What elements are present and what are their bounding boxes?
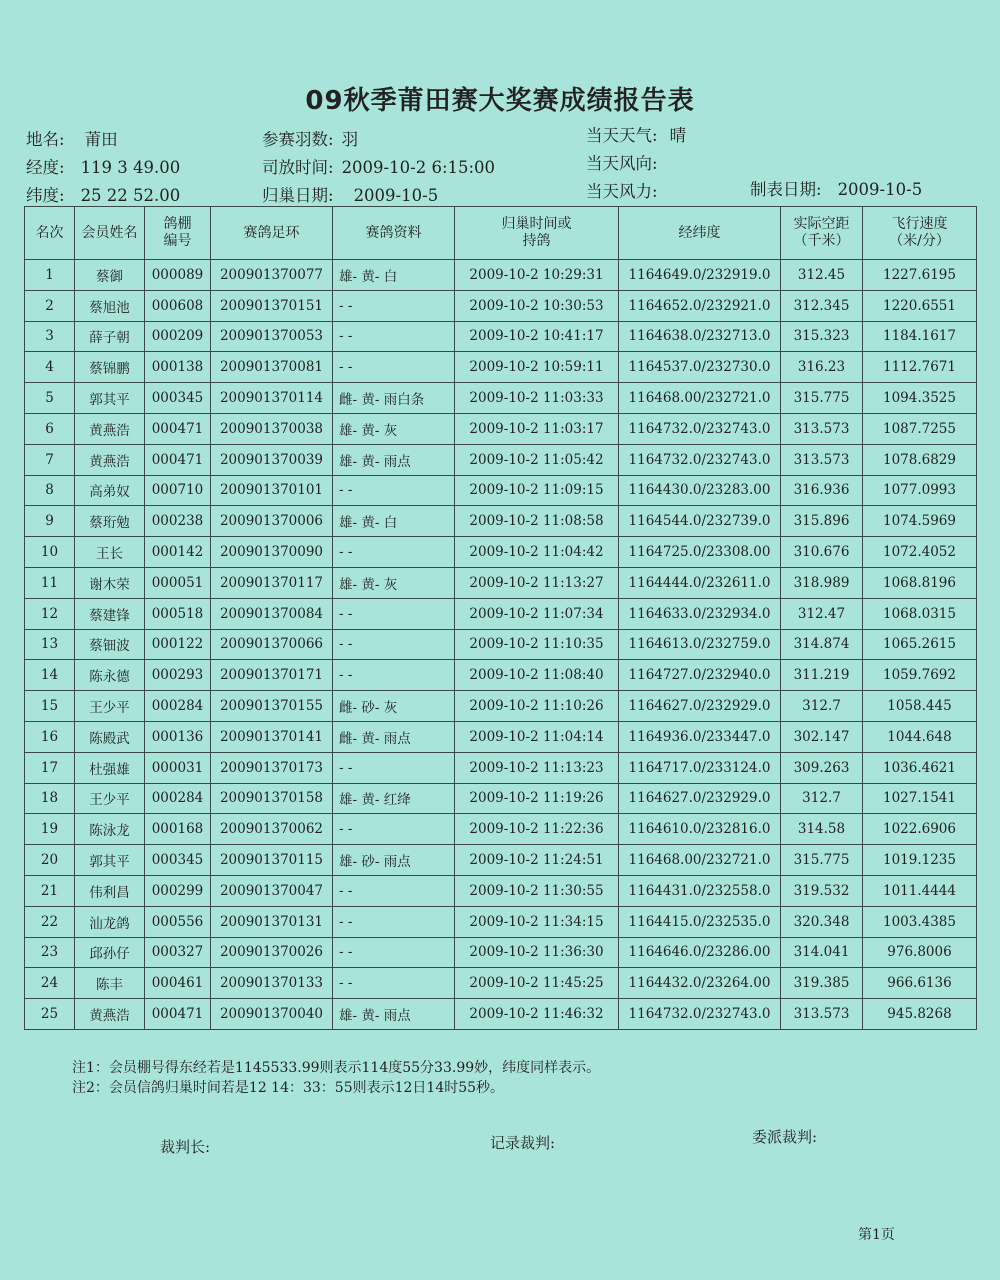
- cell-name: 黄燕浩: [75, 444, 145, 475]
- cell-info: 雄- 黄- 灰: [333, 567, 455, 598]
- cell-distance: 318.989: [781, 567, 863, 598]
- cell-loft: 000136: [145, 721, 211, 752]
- cell-speed: 1068.8196: [863, 567, 977, 598]
- cell-time: 2009-10-2 11:07:34: [455, 598, 619, 629]
- cell-time: 2009-10-2 11:36:30: [455, 937, 619, 968]
- cell-rank: 19: [25, 814, 75, 845]
- cell-loft: 000471: [145, 444, 211, 475]
- cell-distance: 311.219: [781, 660, 863, 691]
- cell-rank: 9: [25, 506, 75, 537]
- cell-time: 2009-10-2 11:04:14: [455, 721, 619, 752]
- cell-time: 2009-10-2 11:10:26: [455, 691, 619, 722]
- table-row: [25, 752, 977, 783]
- cell-rank: 5: [25, 383, 75, 414]
- cell-info: - -: [333, 537, 455, 568]
- place-label: 地名:: [26, 130, 65, 149]
- cell-rank: 7: [25, 444, 75, 475]
- cell-time: 2009-10-2 10:41:17: [455, 321, 619, 352]
- table-row: [25, 968, 977, 999]
- cell-time: 2009-10-2 11:22:36: [455, 814, 619, 845]
- header-name: 会员姓名: [75, 207, 145, 260]
- made-date-info: [750, 176, 922, 200]
- cell-speed: 1094.3525: [863, 383, 977, 414]
- cell-ring: 200901370062: [211, 814, 333, 845]
- cell-info: - -: [333, 629, 455, 660]
- cell-ring: 200901370141: [211, 721, 333, 752]
- header-loft: 鸽棚编号: [145, 207, 211, 260]
- birds-info: [262, 126, 358, 150]
- header-row: [25, 207, 977, 260]
- made-date-value: 2009-10-5: [837, 180, 923, 199]
- cell-coord: 1164444.0/232611.0: [619, 567, 781, 598]
- cell-coord: 1164537.0/232730.0: [619, 352, 781, 383]
- cell-speed: 1065.2615: [863, 629, 977, 660]
- cell-distance: 313.573: [781, 413, 863, 444]
- cell-speed: 1027.1541: [863, 783, 977, 814]
- cell-time: 2009-10-2 11:08:58: [455, 506, 619, 537]
- cell-rank: 15: [25, 691, 75, 722]
- cell-rank: 14: [25, 660, 75, 691]
- cell-name: 伟利昌: [75, 875, 145, 906]
- cell-rank: 10: [25, 537, 75, 568]
- cell-info: - -: [333, 475, 455, 506]
- cell-time: 2009-10-2 10:59:11: [455, 352, 619, 383]
- return-label: 归巢日期:: [262, 186, 334, 205]
- cell-distance: 314.58: [781, 814, 863, 845]
- cell-rank: 12: [25, 598, 75, 629]
- cell-rank: 3: [25, 321, 75, 352]
- page-number: 第1页: [858, 1227, 895, 1243]
- cell-speed: 1184.1617: [863, 321, 977, 352]
- cell-time: 2009-10-2 11:13:27: [455, 567, 619, 598]
- cell-speed: 976.8006: [863, 937, 977, 968]
- cell-ring: 200901370090: [211, 537, 333, 568]
- cell-speed: 1227.6195: [863, 260, 977, 291]
- cell-speed: 1022.6906: [863, 814, 977, 845]
- cell-speed: 1112.7671: [863, 352, 977, 383]
- cell-speed: 1087.7255: [863, 413, 977, 444]
- cell-rank: 25: [25, 999, 75, 1030]
- table-row: [25, 660, 977, 691]
- weather-label: 当天天气:: [586, 126, 658, 145]
- table-row: [25, 413, 977, 444]
- cell-loft: 000293: [145, 660, 211, 691]
- cell-time: 2009-10-2 11:19:26: [455, 783, 619, 814]
- cell-distance: 315.323: [781, 321, 863, 352]
- cell-rank: 1: [25, 260, 75, 291]
- cell-info: 雄- 黄- 白: [333, 506, 455, 537]
- cell-loft: 000608: [145, 290, 211, 321]
- cell-ring: 200901370038: [211, 413, 333, 444]
- cell-info: - -: [333, 875, 455, 906]
- cell-coord: 1164627.0/232929.0: [619, 783, 781, 814]
- cell-loft: 000710: [145, 475, 211, 506]
- cell-ring: 200901370066: [211, 629, 333, 660]
- cell-name: 蔡建锋: [75, 598, 145, 629]
- cell-name: 蔡御: [75, 260, 145, 291]
- cell-loft: 000471: [145, 413, 211, 444]
- cell-coord: 1164732.0/232743.0: [619, 413, 781, 444]
- cell-ring: 200901370101: [211, 475, 333, 506]
- cell-ring: 200901370053: [211, 321, 333, 352]
- cell-name: 陈殿武: [75, 721, 145, 752]
- cell-info: - -: [333, 814, 455, 845]
- cell-time: 2009-10-2 11:13:23: [455, 752, 619, 783]
- cell-info: - -: [333, 906, 455, 937]
- cell-speed: 966.6136: [863, 968, 977, 999]
- cell-loft: 000051: [145, 567, 211, 598]
- cell-loft: 000518: [145, 598, 211, 629]
- table-row: [25, 906, 977, 937]
- cell-time: 2009-10-2 11:45:25: [455, 968, 619, 999]
- cell-info: 雌- 砂- 灰: [333, 691, 455, 722]
- report-title: 09秋季莆田赛大奖赛成绩报告表: [305, 86, 695, 116]
- cell-name: 邱孙仔: [75, 937, 145, 968]
- table-row: [25, 537, 977, 568]
- table-row: [25, 352, 977, 383]
- cell-coord: 1164633.0/232934.0: [619, 598, 781, 629]
- cell-info: 雄- 砂- 雨点: [333, 845, 455, 876]
- cell-loft: 000327: [145, 937, 211, 968]
- cell-loft: 000168: [145, 814, 211, 845]
- latitude-value: 25 22 52.00: [80, 186, 181, 205]
- cell-coord: 1164415.0/232535.0: [619, 906, 781, 937]
- cell-name: 高弟奴: [75, 475, 145, 506]
- cell-loft: 000089: [145, 260, 211, 291]
- cell-rank: 13: [25, 629, 75, 660]
- return-value: 2009-10-5: [353, 186, 439, 205]
- wind-direction-info: [586, 150, 666, 174]
- table-row: [25, 999, 977, 1030]
- table-row: [25, 783, 977, 814]
- cell-time: 2009-10-2 11:46:32: [455, 999, 619, 1030]
- latitude-info: [26, 182, 180, 206]
- cell-name: 蔡锦鹏: [75, 352, 145, 383]
- cell-rank: 21: [25, 875, 75, 906]
- cell-info: - -: [333, 660, 455, 691]
- cell-loft: 000284: [145, 691, 211, 722]
- cell-distance: 314.874: [781, 629, 863, 660]
- cell-rank: 4: [25, 352, 75, 383]
- cell-ring: 200901370117: [211, 567, 333, 598]
- cell-info: 雄- 黄- 白: [333, 260, 455, 291]
- cell-loft: 000209: [145, 321, 211, 352]
- header-rank: 名次: [25, 207, 75, 260]
- cell-name: 王少平: [75, 783, 145, 814]
- cell-coord: 1164544.0/232739.0: [619, 506, 781, 537]
- header-speed: 飞行速度（米/分）: [863, 207, 977, 260]
- release-info: [262, 154, 495, 178]
- cell-speed: 1077.0993: [863, 475, 977, 506]
- cell-loft: 000122: [145, 629, 211, 660]
- cell-rank: 11: [25, 567, 75, 598]
- cell-name: 陈永德: [75, 660, 145, 691]
- cell-rank: 20: [25, 845, 75, 876]
- cell-rank: 2: [25, 290, 75, 321]
- cell-rank: 17: [25, 752, 75, 783]
- cell-name: 谢木荣: [75, 567, 145, 598]
- cell-coord: 1164430.0/23283.00: [619, 475, 781, 506]
- release-label: 司放时间:: [262, 158, 334, 177]
- cell-coord: 116468.00/232721.0: [619, 383, 781, 414]
- cell-info: 雌- 黄- 雨白条: [333, 383, 455, 414]
- cell-distance: 312.7: [781, 691, 863, 722]
- table-row: [25, 383, 977, 414]
- cell-speed: 945.8268: [863, 999, 977, 1030]
- cell-info: 雌- 黄- 雨点: [333, 721, 455, 752]
- cell-name: 蔡旭池: [75, 290, 145, 321]
- cell-coord: 1164732.0/232743.0: [619, 444, 781, 475]
- cell-rank: 23: [25, 937, 75, 968]
- cell-ring: 200901370158: [211, 783, 333, 814]
- cell-coord: 116468.00/232721.0: [619, 845, 781, 876]
- cell-name: 汕龙鸽: [75, 906, 145, 937]
- cell-loft: 000299: [145, 875, 211, 906]
- cell-time: 2009-10-2 10:30:53: [455, 290, 619, 321]
- cell-coord: 1164638.0/232713.0: [619, 321, 781, 352]
- cell-coord: 1164432.0/23264.00: [619, 968, 781, 999]
- cell-ring: 200901370084: [211, 598, 333, 629]
- table-row: [25, 721, 977, 752]
- cell-name: 郭其平: [75, 845, 145, 876]
- cell-speed: 1044.648: [863, 721, 977, 752]
- header-time: 归巢时间或持鸽: [455, 207, 619, 260]
- latitude-label: 纬度:: [26, 186, 65, 205]
- cell-speed: 1072.4052: [863, 537, 977, 568]
- cell-time: 2009-10-2 11:03:17: [455, 413, 619, 444]
- cell-ring: 200901370131: [211, 906, 333, 937]
- cell-distance: 312.345: [781, 290, 863, 321]
- cell-speed: 1068.0315: [863, 598, 977, 629]
- wind-power-info: [586, 178, 666, 202]
- cell-ring: 200901370026: [211, 937, 333, 968]
- cell-rank: 6: [25, 413, 75, 444]
- cell-rank: 18: [25, 783, 75, 814]
- cell-distance: 315.775: [781, 383, 863, 414]
- cell-ring: 200901370133: [211, 968, 333, 999]
- results-body: [25, 260, 977, 1030]
- cell-distance: 319.532: [781, 875, 863, 906]
- table-row: [25, 629, 977, 660]
- results-table: [24, 206, 977, 1030]
- longitude-value: 119 3 49.00: [80, 158, 181, 177]
- cell-distance: 302.147: [781, 721, 863, 752]
- cell-distance: 312.47: [781, 598, 863, 629]
- cell-name: 薛子朝: [75, 321, 145, 352]
- cell-distance: 309.263: [781, 752, 863, 783]
- cell-ring: 200901370006: [211, 506, 333, 537]
- weather-value: 晴: [669, 126, 687, 145]
- cell-info: - -: [333, 968, 455, 999]
- cell-time: 2009-10-2 11:09:15: [455, 475, 619, 506]
- cell-name: 杜强雄: [75, 752, 145, 783]
- header-coord: 经纬度: [619, 207, 781, 260]
- cell-name: 陈泳龙: [75, 814, 145, 845]
- table-row: [25, 814, 977, 845]
- cell-distance: 313.573: [781, 444, 863, 475]
- cell-info: 雄- 黄- 灰: [333, 413, 455, 444]
- cell-ring: 200901370173: [211, 752, 333, 783]
- table-row: [25, 506, 977, 537]
- cell-time: 2009-10-2 11:03:33: [455, 383, 619, 414]
- wind-power-label: 当天风力:: [586, 182, 658, 201]
- header-ring: 赛鸽足环: [211, 207, 333, 260]
- cell-name: 陈丰: [75, 968, 145, 999]
- made-date-label: 制表日期:: [750, 180, 822, 199]
- cell-loft: 000556: [145, 906, 211, 937]
- cell-ring: 200901370171: [211, 660, 333, 691]
- cell-info: 雄- 黄- 雨点: [333, 444, 455, 475]
- cell-name: 蔡钿波: [75, 629, 145, 660]
- assigned-judge-label: 委派裁判:: [752, 1128, 818, 1146]
- table-row: [25, 260, 977, 291]
- note-1: 注1：会员棚号得东经若是1145533.99则表示114度55分33.99妙，纬度同样表示。: [72, 1060, 601, 1076]
- cell-coord: 1164627.0/232929.0: [619, 691, 781, 722]
- cell-info: 雄- 黄- 红绛: [333, 783, 455, 814]
- table-row: [25, 567, 977, 598]
- cell-time: 2009-10-2 10:29:31: [455, 260, 619, 291]
- cell-ring: 200901370114: [211, 383, 333, 414]
- chief-judge-label: 裁判长:: [160, 1138, 211, 1156]
- table-row: [25, 290, 977, 321]
- cell-speed: 1220.6551: [863, 290, 977, 321]
- cell-rank: 24: [25, 968, 75, 999]
- cell-distance: 312.7: [781, 783, 863, 814]
- cell-info: - -: [333, 290, 455, 321]
- cell-info: - -: [333, 598, 455, 629]
- cell-ring: 200901370151: [211, 290, 333, 321]
- table-row: [25, 598, 977, 629]
- cell-coord: 1164646.0/23286.00: [619, 937, 781, 968]
- cell-loft: 000138: [145, 352, 211, 383]
- release-value: 2009-10-2 6:15:00: [341, 158, 496, 177]
- cell-name: 王长: [75, 537, 145, 568]
- cell-time: 2009-10-2 11:34:15: [455, 906, 619, 937]
- table-row: [25, 321, 977, 352]
- cell-coord: 1164431.0/232558.0: [619, 875, 781, 906]
- cell-speed: 1003.4385: [863, 906, 977, 937]
- table-row: [25, 691, 977, 722]
- cell-loft: 000345: [145, 845, 211, 876]
- notes: [72, 1058, 600, 1098]
- cell-info: - -: [333, 937, 455, 968]
- cell-distance: 316.936: [781, 475, 863, 506]
- table-row: [25, 937, 977, 968]
- record-judge-label: 记录裁判:: [490, 1134, 556, 1152]
- cell-distance: 314.041: [781, 937, 863, 968]
- cell-speed: 1059.7692: [863, 660, 977, 691]
- cell-coord: 1164649.0/232919.0: [619, 260, 781, 291]
- cell-ring: 200901370081: [211, 352, 333, 383]
- longitude-info: [26, 154, 180, 178]
- cell-distance: 319.385: [781, 968, 863, 999]
- table-row: [25, 845, 977, 876]
- note-2: 注2：会员信鸽归巢时间若是12 14：33：55则表示12日14时55秒。: [72, 1080, 505, 1096]
- cell-speed: 1011.4444: [863, 875, 977, 906]
- cell-time: 2009-10-2 11:10:35: [455, 629, 619, 660]
- birds-value: 羽: [341, 130, 359, 149]
- cell-coord: 1164652.0/232921.0: [619, 290, 781, 321]
- cell-name: 王少平: [75, 691, 145, 722]
- birds-label: 参赛羽数:: [262, 130, 334, 149]
- cell-name: 蔡珩勉: [75, 506, 145, 537]
- cell-loft: 000345: [145, 383, 211, 414]
- cell-coord: 1164727.0/232940.0: [619, 660, 781, 691]
- cell-time: 2009-10-2 11:08:40: [455, 660, 619, 691]
- cell-name: 郭其平: [75, 383, 145, 414]
- cell-info: 雄- 黄- 雨点: [333, 999, 455, 1030]
- cell-ring: 200901370039: [211, 444, 333, 475]
- cell-coord: 1164732.0/232743.0: [619, 999, 781, 1030]
- cell-coord: 1164610.0/232816.0: [619, 814, 781, 845]
- table-row: [25, 475, 977, 506]
- cell-ring: 200901370040: [211, 999, 333, 1030]
- cell-rank: 22: [25, 906, 75, 937]
- cell-loft: 000238: [145, 506, 211, 537]
- wind-direction-label: 当天风向:: [586, 154, 658, 173]
- place-value: 莆田: [84, 130, 118, 149]
- weather-info: [586, 122, 686, 146]
- cell-coord: 1164936.0/233447.0: [619, 721, 781, 752]
- table-row: [25, 444, 977, 475]
- return-info: [262, 182, 438, 206]
- cell-ring: 200901370047: [211, 875, 333, 906]
- cell-info: - -: [333, 321, 455, 352]
- cell-distance: 315.775: [781, 845, 863, 876]
- header-info: 赛鸽资料: [333, 207, 455, 260]
- cell-loft: 000284: [145, 783, 211, 814]
- cell-speed: 1074.5969: [863, 506, 977, 537]
- cell-info: - -: [333, 352, 455, 383]
- cell-name: 黄燕浩: [75, 413, 145, 444]
- cell-distance: 313.573: [781, 999, 863, 1030]
- cell-distance: 315.896: [781, 506, 863, 537]
- cell-ring: 200901370155: [211, 691, 333, 722]
- cell-distance: 316.23: [781, 352, 863, 383]
- cell-info: - -: [333, 752, 455, 783]
- cell-loft: 000142: [145, 537, 211, 568]
- cell-speed: 1036.4621: [863, 752, 977, 783]
- cell-loft: 000461: [145, 968, 211, 999]
- cell-rank: 16: [25, 721, 75, 752]
- longitude-label: 经度:: [26, 158, 65, 177]
- cell-coord: 1164717.0/233124.0: [619, 752, 781, 783]
- cell-ring: 200901370077: [211, 260, 333, 291]
- header-distance: 实际空距（千米）: [781, 207, 863, 260]
- cell-time: 2009-10-2 11:30:55: [455, 875, 619, 906]
- cell-rank: 8: [25, 475, 75, 506]
- cell-distance: 310.676: [781, 537, 863, 568]
- cell-speed: 1078.6829: [863, 444, 977, 475]
- cell-ring: 200901370115: [211, 845, 333, 876]
- cell-time: 2009-10-2 11:24:51: [455, 845, 619, 876]
- cell-speed: 1019.1235: [863, 845, 977, 876]
- cell-time: 2009-10-2 11:04:42: [455, 537, 619, 568]
- cell-coord: 1164725.0/23308.00: [619, 537, 781, 568]
- table-row: [25, 875, 977, 906]
- cell-loft: 000471: [145, 999, 211, 1030]
- cell-loft: 000031: [145, 752, 211, 783]
- cell-coord: 1164613.0/232759.0: [619, 629, 781, 660]
- cell-time: 2009-10-2 11:05:42: [455, 444, 619, 475]
- cell-distance: 320.348: [781, 906, 863, 937]
- cell-name: 黄燕浩: [75, 999, 145, 1030]
- place-info: [26, 126, 118, 150]
- cell-distance: 312.45: [781, 260, 863, 291]
- cell-speed: 1058.445: [863, 691, 977, 722]
